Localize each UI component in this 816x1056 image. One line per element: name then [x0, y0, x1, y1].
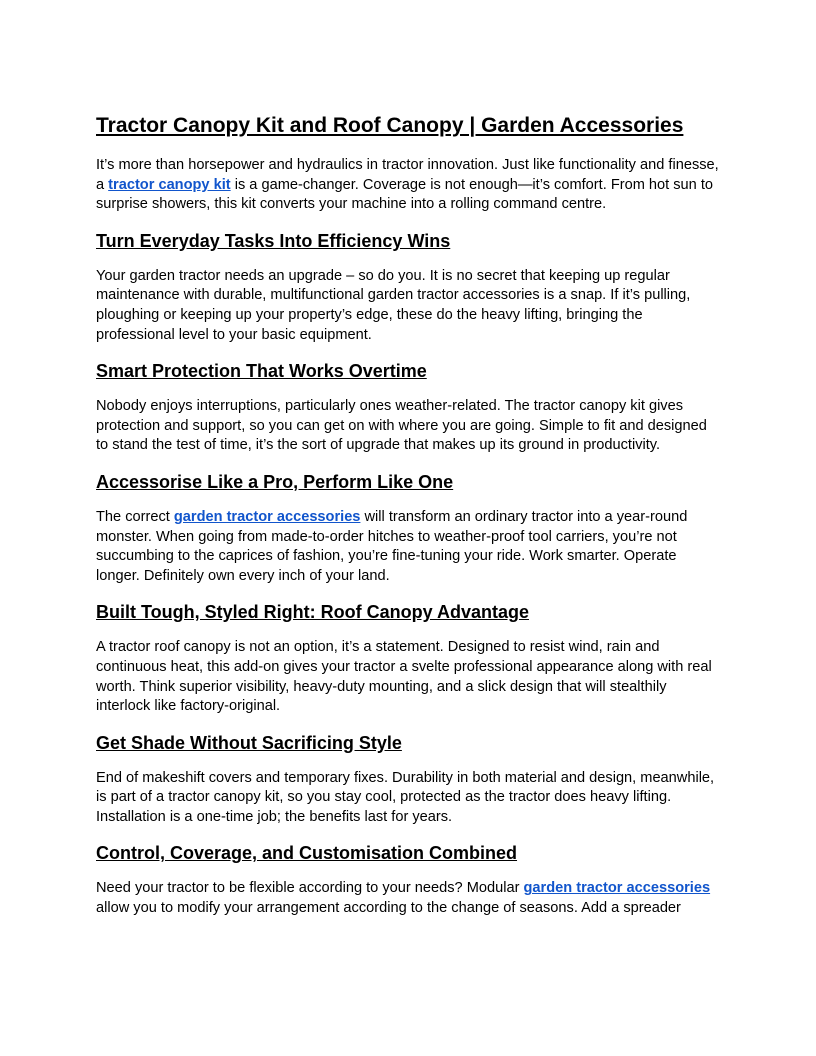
paragraph-accessorise: The correct garden tractor accessories will transform an ordinary tractor into a year-round monster. When going from made-to-order hitches to weather-proof tool carriers, you’re not succumbing to the caprices of fashion, you’re fine-tuning your ride. Work smarter. Operate longer. Definitely own every inch of your land.: [96, 508, 688, 584]
garden-tractor-accessories-link[interactable]: garden tractor accessories: [173, 508, 361, 525]
intro-paragraph: It’s more than horsepower and hydraulics in tractor innovation. Just like functionality and finesse, a tractor canopy kit is a game-changer. Coverage is not enough—it’s comfort. From hot sun to surprise showers, this kit converts your machine into a rolling command centre.: [96, 157, 719, 213]
heading-get-shade: Get Shade Without Sacrificing Style: [96, 732, 402, 753]
heading-accessorise: Accessorise Like a Pro, Perform Like One: [96, 471, 454, 492]
heading-smart-protection: Smart Protection That Works Overtime: [96, 361, 427, 382]
heading-control-coverage: Control, Coverage, and Customisation Combined: [96, 843, 518, 864]
paragraph-get-shade: End of makeshift covers and temporary fixes. Durability in both material and design, meanwhile, is part of a tractor canopy kit, so you stay cool, protected as the tractor does heavy lifting. Installation is a one-time job; the benefits last for years.: [96, 769, 715, 825]
heading-efficiency-wins: Turn Everyday Tasks Into Efficiency Wins: [96, 230, 451, 251]
paragraph-control-coverage: Need your tractor to be flexible according to your needs? Modular garden tractor accessories allow you to modify your arrangement according to the change of seasons. Add a spreader: [96, 880, 711, 917]
document-page: [96, 112, 720, 933]
paragraph-smart-protection: Nobody enjoys interruptions, particularly ones weather-related. The tractor canopy kit gives protection and support, so you can get on with where you are going. Simple to fit and designed to stand the test of time, it’s the sort of upgrade that makes up its ground in productivity.: [96, 398, 707, 454]
heading-roof-canopy-advantage: Built Tough, Styled Right: Roof Canopy Advantage: [96, 602, 529, 623]
paragraph-efficiency-wins: Your garden tractor needs an upgrade – so do you. It is no secret that keeping up regular maintenance with durable, multifunctional garden tractor accessories is a snap. If it’s pulling, ploughing or keeping up your property’s edge, these do the heavy lifting, bringing the professional level to your basic equipment.: [96, 267, 691, 343]
paragraph-roof-canopy-advantage: A tractor roof canopy is not an option, it’s a statement. Designed to resist wind, rain and continuous heat, this add-on gives your tractor a svelte professional appearance along with real worth. Think superior visibility, heavy-duty mounting, and a slick design that will stealthily interlock like factory-original.: [96, 639, 712, 715]
tractor-canopy-kit-link[interactable]: tractor canopy kit: [108, 176, 231, 193]
garden-tractor-accessories-link-2[interactable]: garden tractor accessories: [523, 880, 711, 897]
document-title: Tractor Canopy Kit and Roof Canopy | Garden Accessories: [96, 114, 684, 137]
